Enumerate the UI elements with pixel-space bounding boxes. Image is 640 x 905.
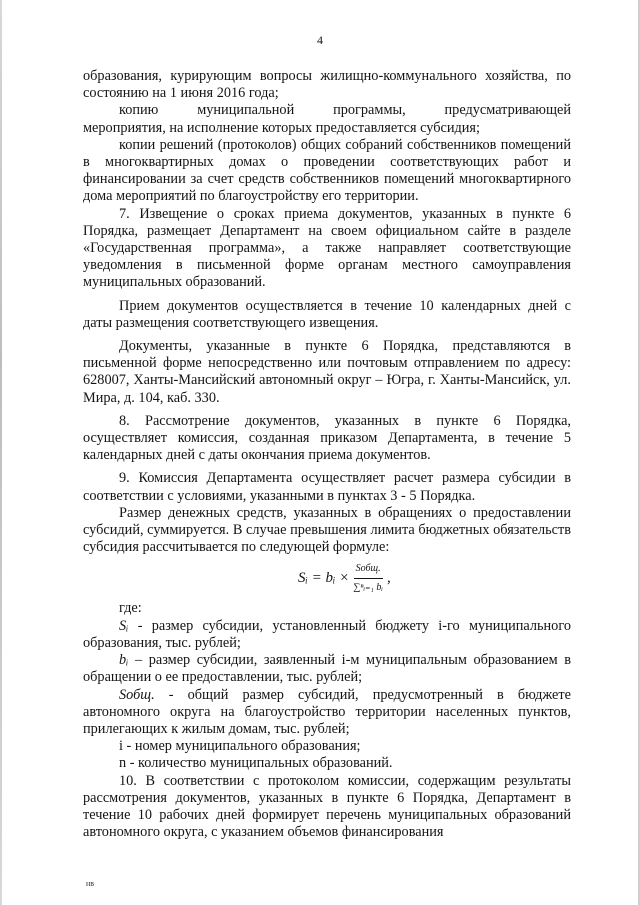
paragraph-documents: Документы, указанные в пункте 6 Порядка, представляются в письменной форме непосредственно или почтовым отправлением по адресу: 628007, Ханты-Мансийский автономный округ – Югра, г. Ханты-Мансийск, ул. Мира, д. 104, каб. 330. <box>83 338 571 406</box>
formula-denominator: ∑ⁿᵢ₌₁ bᵢ <box>353 581 383 593</box>
paragraph-10: 10. В соответствии с протоколом комиссии, содержащим результаты рассмотрения документов, указанных в пункте 6 Порядка, Департамент в течение 10 рабочих дней формирует перечень муниципальных образований автономного округа, с указанием объемов финансирования <box>83 772 571 841</box>
definition-i: i - номер муниципального образования; <box>119 738 361 755</box>
symbol-b-i: bᵢ <box>119 652 129 669</box>
where-label: где: <box>119 600 142 617</box>
paragraph-2b: мероприятия, на исполнение которых предоставляется субсидия; <box>83 119 480 136</box>
symbol-s-i: Sᵢ <box>119 617 129 634</box>
paragraph-3: копии решений (протоколов) общих собраний собственников помещений в многоквартирных домах о проведении соответствующих работ и финансировании за счет средств собственников помещений многоквартирного дома мероприятий по благоустройству его территории. <box>83 136 571 205</box>
paragraph-sum: Размер денежных средств, указанных в обращениях о предоставлении субсидий, суммируется. В случае превышения лимита бюджетных обязательств субсидия рассчитывается по следующей формуле: <box>83 504 571 556</box>
paragraph-receipt: Прием документов осуществляется в течение 10 календарных дней с даты размещения соответствующего извещения. <box>83 297 571 331</box>
formula-lhs: Sᵢ = bᵢ × <box>298 569 350 586</box>
page-number: 4 <box>317 33 323 47</box>
formula-fraction <box>351 560 385 595</box>
document-body <box>83 68 571 841</box>
definition-s-total: Sобщ. - общий размер субсидий, предусмотренный в бюджете автономного округа на благоустройство территории населенных пунктов, прилегающих к жилым домам, тыс. рублей; <box>83 686 571 737</box>
subsidy-formula <box>83 556 571 600</box>
paragraph-7: 7. Извещение о сроках приема документов, указанных в пункте 6 Порядка, размещает Департамент на своем официальном сайте в разделе «Государственная программа», а также направляет соответствующие уведомления в письменной форме органам местного самоуправления муниципальных образований. <box>83 205 571 291</box>
formula-tail: , <box>386 569 391 586</box>
symbol-s-total: Sобщ. <box>119 686 155 703</box>
paragraph-1: образования, курирующим вопросы жилищно-коммунального хозяйства, по состоянию на 1 июня 2016 года; <box>83 68 571 102</box>
paragraph-2a: копию муниципальной программы, предусматривающей <box>119 102 571 119</box>
definition-n: n - количество муниципальных образований. <box>119 755 393 772</box>
definition-s-i: Sᵢ - размер субсидии, установленный бюджету i-го муниципального образования, тыс. рублей; <box>83 617 571 651</box>
paragraph-8: 8. Рассмотрение документов, указанных в пункте 6 Порядка, осуществляет комиссия, созданная приказом Департамента, в течение 5 календарных дней с даты окончания приема документов. <box>83 412 571 464</box>
paragraph-9: 9. Комиссия Департамента осуществляет расчет размера субсидии в соответствии с условиями, указанными в пунктах 3 - 5 Порядка. <box>83 470 571 504</box>
scan-edge-left <box>0 0 2 905</box>
footer-mark: нв <box>86 879 95 888</box>
definition-b-i: bᵢ – размер субсидии, заявленный i-м муниципальным образованием в обращении о ее предоставлении, тыс. рублей; <box>83 652 571 686</box>
formula-numerator: Sобщ. <box>354 560 383 578</box>
